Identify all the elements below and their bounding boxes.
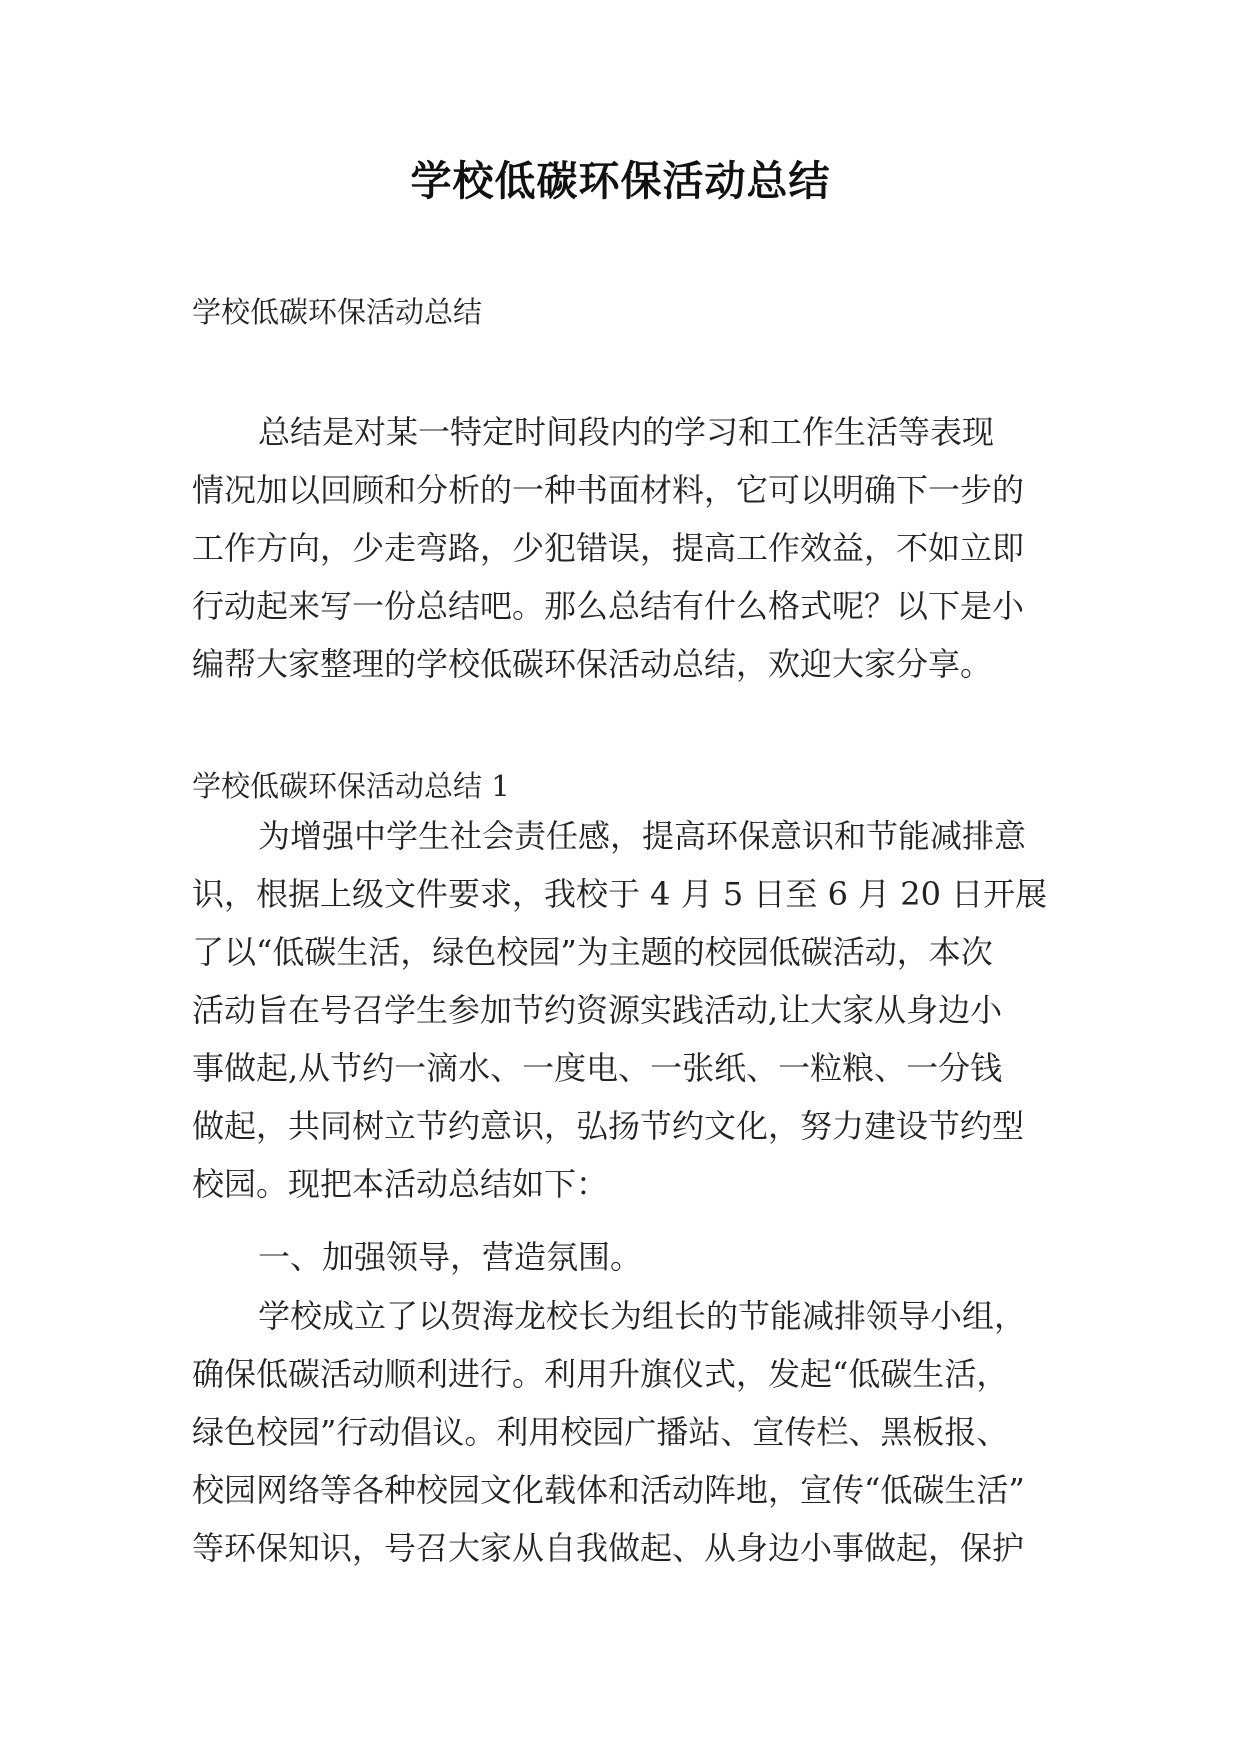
body-line: 学校成立了以贺海龙校长为组长的节能减排领导小组， (258, 1297, 1027, 1335)
body-line: 了以“低碳生活，绿色校园”为主题的校园低碳活动，本次 (192, 933, 993, 971)
intro-line: 情况加以回顾和分析的一种书面材料，它可以明确下一步的 (192, 471, 1025, 509)
body-line: 等环保知识，号召大家从自我做起、从身边小事做起，保护 (192, 1529, 1025, 1567)
body-line: 确保低碳活动顺利进行。利用升旗仪式，发起“低碳生活， (192, 1355, 1009, 1393)
body-line: 做起，共同树立节约意识，弘扬节约文化，努力建设节约型 (192, 1107, 1025, 1145)
body-line: 校园网络等各种校园文化载体和活动阵地，宣传“低碳生活” (192, 1471, 1025, 1509)
body-line: 事做起,从节约一滴水、一度电、一张纸、一粒粮、一分钱 (192, 1049, 1003, 1087)
intro-line: 行动起来写一份总结吧。那么总结有什么格式呢？以下是小 (192, 587, 1025, 625)
document-title: 学校低碳环保活动总结 (410, 157, 831, 205)
point-heading-text: 一、加强领导，营造氛围。 (258, 1238, 643, 1276)
body-line: 为增强中学生社会责任感，提高环保意识和节能减排意 (258, 817, 1027, 855)
body-line: 活动旨在号召学生参加节约资源实践活动,让大家从身边小 (192, 991, 1003, 1029)
point-heading (192, 1228, 1050, 1286)
intro-line: 工作方向，少走弯路，少犯错误，提高工作效益，不如立即 (192, 529, 1025, 567)
section-heading: 学校低碳环保活动总结 1 (192, 769, 510, 803)
intro-line: 编帮大家整理的学校低碳环保活动总结，欢迎大家分享。 (192, 645, 993, 683)
body-paragraph-1 (192, 807, 1050, 1213)
body-paragraph-2 (192, 1287, 1050, 1577)
body-line: 绿色校园”行动倡议。利用校园广播站、宣传栏、黑板报、 (192, 1413, 1009, 1451)
intro-line: 总结是对某一特定时间段内的学习和工作生活等表现 (258, 413, 995, 451)
intro-paragraph (192, 403, 1050, 693)
body-line: 识，根据上级文件要求，我校于 4 月 5 日至 6 月 20 日开展 (192, 875, 1048, 913)
body-line: 校园。现把本活动总结如下： (192, 1165, 609, 1203)
document-subtitle: 学校低碳环保活动总结 (192, 295, 483, 329)
